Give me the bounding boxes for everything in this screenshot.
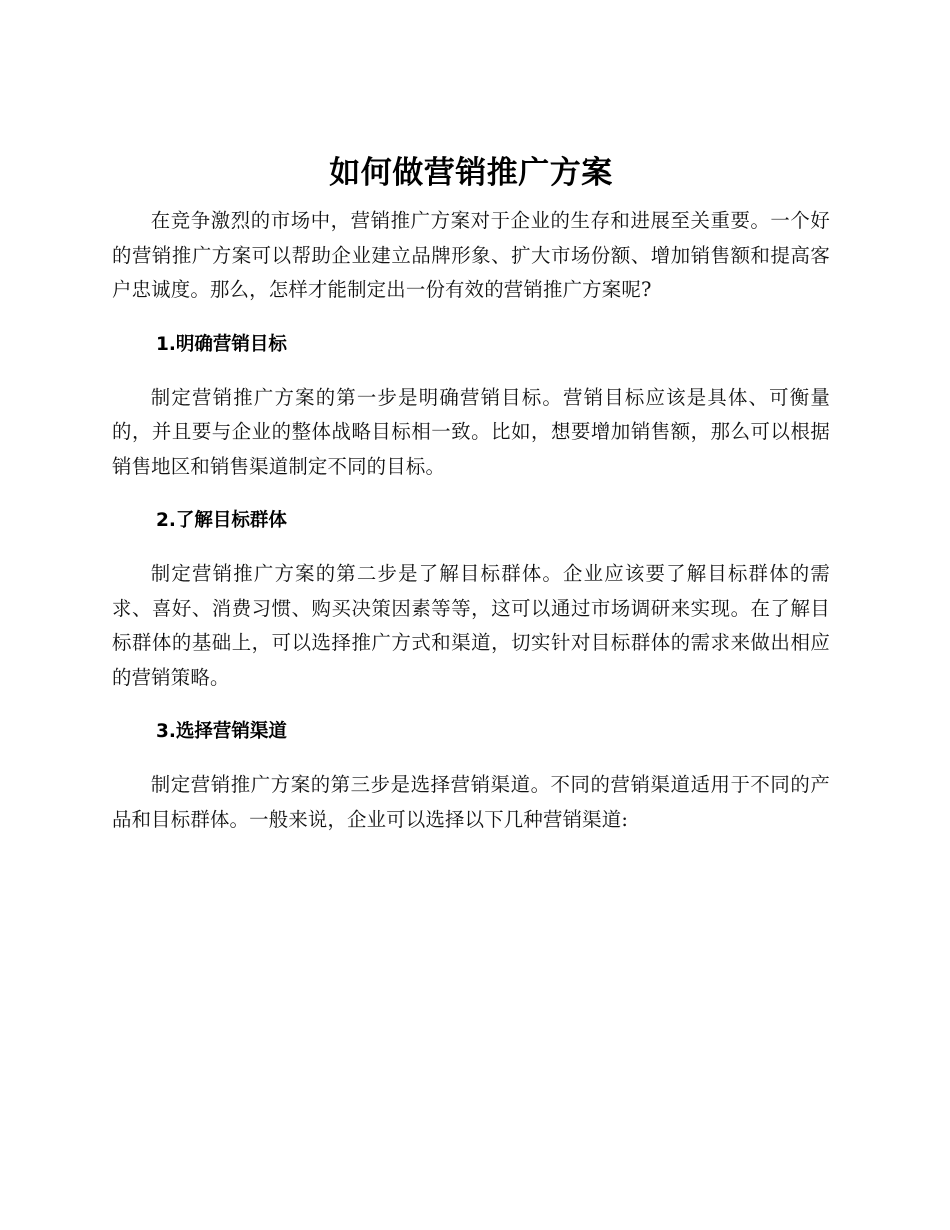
intro-paragraph: 在竞争激烈的市场中，营销推广方案对于企业的生存和进展至关重要。一个好的营销推广方案可以帮助企业建立品牌形象、扩大市场份额、增加销售额和提高客户忠诚度。那么，怎样才能制定出一份有效的营销推广方案呢? xyxy=(112,209,830,301)
section-heading-1: 1.明确营销目标 xyxy=(156,333,287,355)
section-body-1: 制定营销推广方案的第一步是明确营销目标。营销目标应该是具体、可衡量的，并且要与企业的整体战略目标相一致。比如，想要增加销售额，那么可以根据销售地区和销售渠道制定不同的目标。 xyxy=(112,385,830,478)
section-heading-2: 2.了解目标群体 xyxy=(156,510,287,531)
section-body-2: 制定营销推广方案的第二步是了解目标群体。企业应该要了解目标群体的需求、喜好、消费习惯、购买决策因素等等，这可以通过市场调研来实现。在了解目标群体的基础上，可以选择推广方式和渠道，切实针对目标群体的需求来做出相应的营销策略。 xyxy=(112,562,830,689)
document-page xyxy=(112,150,830,837)
section-body-3: 制定营销推广方案的第三步是选择营销渠道。不同的营销渠道适用于不同的产品和目标群体。一般来说，企业可以选择以下几种营销渠道: xyxy=(112,773,830,831)
document-title: 如何做营销推广方案 xyxy=(329,155,613,191)
section-heading-3: 3.选择营销渠道 xyxy=(156,721,287,742)
